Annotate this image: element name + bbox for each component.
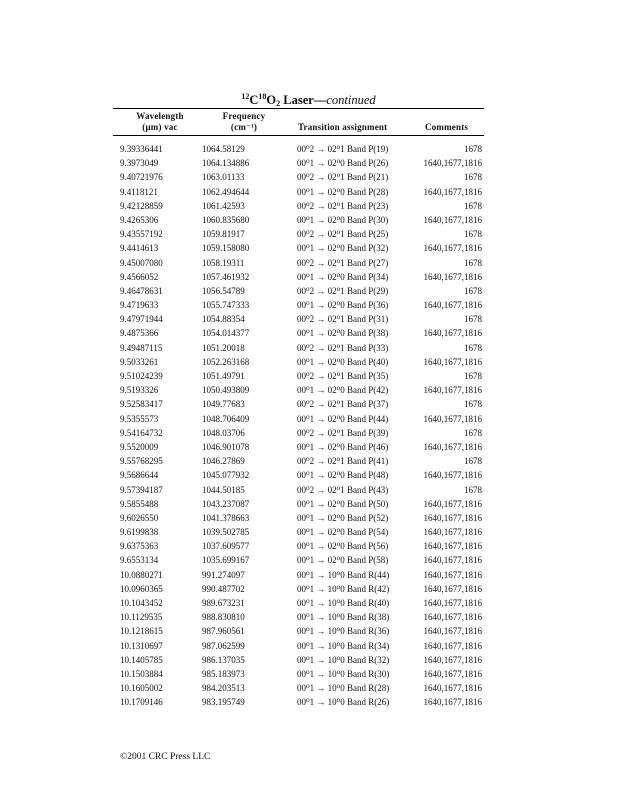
cell-wavelength: 9.4875366 bbox=[120, 328, 159, 339]
cell-frequency: 1051.20018 bbox=[202, 342, 245, 353]
cell-frequency: 1049.77683 bbox=[202, 399, 245, 410]
cell-comments: 1678 bbox=[464, 427, 482, 438]
table-row bbox=[0, 568, 617, 582]
cell-comments: 1640,1677,1816 bbox=[423, 626, 482, 637]
cell-transition: 00⁰2 → 02⁰1 Band P(25) bbox=[297, 229, 389, 240]
header-wavelength-line1: Wavelength bbox=[136, 111, 184, 121]
table-row bbox=[0, 369, 617, 383]
cell-wavelength: 9.6553134 bbox=[120, 555, 159, 566]
cell-transition: 00⁰2 → 02⁰1 Band P(35) bbox=[297, 371, 389, 381]
cell-comments: 1640,1677,1816 bbox=[423, 555, 482, 566]
table-row bbox=[0, 256, 617, 270]
cell-comments: 1640,1677,1816 bbox=[423, 583, 482, 594]
table-row bbox=[0, 170, 617, 184]
cell-transition: 00⁰2 → 02⁰1 Band P(29) bbox=[297, 285, 389, 296]
cell-frequency: 1064.58129 bbox=[202, 144, 245, 154]
cell-frequency: 1064.134886 bbox=[202, 158, 250, 169]
cell-transition: 00⁰1 → 10⁰0 Band R(42) bbox=[297, 583, 390, 594]
cell-comments: 1678 bbox=[464, 285, 482, 296]
table-row bbox=[0, 199, 617, 213]
table-row bbox=[0, 511, 617, 525]
table-row bbox=[0, 298, 617, 312]
header-frequency-line2: (cm⁻¹) bbox=[230, 122, 258, 132]
cell-transition: 00⁰1 → 02⁰0 Band P(44) bbox=[297, 413, 389, 424]
top-rule bbox=[113, 108, 484, 109]
cell-frequency: 1045.077932 bbox=[202, 470, 250, 481]
table-row bbox=[0, 227, 617, 241]
table-row bbox=[0, 483, 617, 497]
cell-wavelength: 9.40721976 bbox=[120, 172, 163, 183]
cell-wavelength: 9.4265306 bbox=[120, 214, 159, 225]
cell-wavelength: 10.1129535 bbox=[120, 612, 163, 623]
cell-wavelength: 9.6375363 bbox=[120, 541, 159, 552]
cell-frequency: 1056.54789 bbox=[202, 285, 245, 296]
cell-transition: 00⁰1 → 10⁰0 Band R(32) bbox=[297, 654, 390, 665]
cell-comments: 1640,1677,1816 bbox=[423, 527, 482, 538]
cell-frequency: 988.830810 bbox=[202, 612, 245, 623]
cell-wavelength: 9.49487115 bbox=[120, 342, 163, 353]
cell-transition: 00⁰2 → 02⁰1 Band P(41) bbox=[297, 456, 389, 467]
table-row bbox=[0, 610, 617, 624]
cell-frequency: 1060.835680 bbox=[202, 214, 250, 225]
cell-frequency: 990.487702 bbox=[202, 583, 245, 594]
cell-comments: 1678 bbox=[464, 229, 482, 240]
title-element-o: O bbox=[266, 93, 277, 107]
cell-transition: 00⁰1 → 10⁰0 Band R(28) bbox=[297, 683, 390, 694]
cell-frequency: 1054.014377 bbox=[202, 328, 250, 339]
cell-transition: 00⁰1 → 02⁰0 Band P(26) bbox=[297, 158, 389, 169]
cell-wavelength: 9.4566052 bbox=[120, 271, 159, 282]
cell-transition: 00⁰2 → 02⁰1 Band P(33) bbox=[297, 342, 389, 353]
cell-transition: 00⁰1 → 02⁰0 Band P(48) bbox=[297, 470, 389, 481]
cell-frequency: 1062.494644 bbox=[202, 186, 250, 197]
cell-wavelength: 9.5033261 bbox=[120, 356, 159, 367]
cell-frequency: 986.137035 bbox=[202, 654, 245, 665]
cell-transition: 00⁰1 → 10⁰0 Band R(44) bbox=[297, 569, 390, 580]
cell-frequency: 987.062599 bbox=[202, 640, 245, 651]
cell-comments: 1678 bbox=[464, 484, 482, 495]
table-row bbox=[0, 454, 617, 468]
cell-transition: 00⁰2 → 02⁰1 Band P(31) bbox=[297, 314, 389, 325]
cell-frequency: 1061.42593 bbox=[202, 200, 245, 211]
title-subscript: 2 bbox=[276, 99, 281, 108]
cell-frequency: 1043.237087 bbox=[202, 498, 250, 509]
cell-frequency: 1052.263168 bbox=[202, 356, 250, 367]
cell-transition: 00⁰2 → 02⁰1 Band P(19) bbox=[297, 144, 389, 154]
cell-comments: 1640,1677,1816 bbox=[423, 569, 482, 580]
cell-wavelength: 9.43557192 bbox=[120, 229, 163, 240]
cell-comments: 1640,1677,1816 bbox=[423, 498, 482, 509]
table-row bbox=[0, 639, 617, 653]
cell-wavelength: 10.1043452 bbox=[120, 598, 163, 608]
table-body bbox=[0, 142, 617, 710]
cell-transition: 00⁰1 → 02⁰0 Band P(36) bbox=[297, 300, 389, 311]
cell-wavelength: 9.5686644 bbox=[120, 470, 159, 481]
table-row bbox=[0, 440, 617, 454]
table-row bbox=[0, 582, 617, 596]
cell-comments: 1678 bbox=[464, 456, 482, 467]
cell-wavelength: 9.54164732 bbox=[120, 427, 163, 438]
cell-wavelength: 9.45007080 bbox=[120, 257, 163, 268]
cell-comments: 1640,1677,1816 bbox=[423, 598, 482, 608]
cell-comments: 1640,1677,1816 bbox=[423, 654, 482, 665]
cell-transition: 00⁰1 → 10⁰0 Band R(34) bbox=[297, 640, 390, 651]
cell-transition: 00⁰1 → 02⁰0 Band P(28) bbox=[297, 186, 389, 197]
table-row bbox=[0, 383, 617, 397]
cell-transition: 00⁰1 → 02⁰0 Band P(50) bbox=[297, 498, 389, 509]
table-title bbox=[0, 92, 617, 108]
cell-comments: 1640,1677,1816 bbox=[423, 243, 482, 254]
cell-comments: 1640,1677,1816 bbox=[423, 271, 482, 282]
table-row bbox=[0, 270, 617, 284]
header-frequency bbox=[213, 111, 275, 133]
cell-wavelength: 9.55768295 bbox=[120, 456, 163, 467]
table-row bbox=[0, 624, 617, 638]
cell-comments: 1640,1677,1816 bbox=[423, 612, 482, 623]
cell-transition: 00⁰2 → 02⁰1 Band P(39) bbox=[297, 427, 389, 438]
cell-transition: 00⁰1 → 02⁰0 Band P(38) bbox=[297, 328, 389, 339]
cell-comments: 1640,1677,1816 bbox=[423, 214, 482, 225]
cell-wavelength: 10.1218615 bbox=[120, 626, 163, 637]
table-row bbox=[0, 412, 617, 426]
cell-comments: 1678 bbox=[464, 200, 482, 211]
table-row bbox=[0, 539, 617, 553]
cell-transition: 00⁰1 → 02⁰0 Band P(58) bbox=[297, 555, 389, 566]
cell-wavelength: 10.1709146 bbox=[120, 697, 163, 708]
cell-comments: 1640,1677,1816 bbox=[423, 356, 482, 367]
cell-frequency: 1041.378663 bbox=[202, 512, 250, 523]
cell-transition: 00⁰1 → 02⁰0 Band P(42) bbox=[297, 385, 389, 396]
cell-wavelength: 10.0880271 bbox=[120, 569, 163, 580]
cell-comments: 1640,1677,1816 bbox=[423, 186, 482, 197]
cell-wavelength: 9.42128859 bbox=[120, 200, 163, 211]
cell-wavelength: 9.39336441 bbox=[120, 144, 163, 154]
cell-comments: 1640,1677,1816 bbox=[423, 413, 482, 424]
cell-transition: 00⁰2 → 02⁰1 Band P(43) bbox=[297, 484, 389, 495]
cell-comments: 1678 bbox=[464, 144, 482, 154]
cell-frequency: 1044.50185 bbox=[202, 484, 245, 495]
header-transition: Transition assignment bbox=[298, 122, 388, 132]
cell-frequency: 1037.609577 bbox=[202, 541, 250, 552]
cell-frequency: 1055.747333 bbox=[202, 300, 250, 311]
cell-frequency: 1035.699167 bbox=[202, 555, 250, 566]
cell-wavelength: 9.5193326 bbox=[120, 385, 159, 396]
cell-wavelength: 9.3973049 bbox=[120, 158, 159, 169]
table-row bbox=[0, 681, 617, 695]
title-isotope-c: 12 bbox=[241, 92, 250, 101]
header-wavelength bbox=[125, 111, 195, 133]
cell-frequency: 1046.901078 bbox=[202, 441, 250, 452]
cell-transition: 00⁰1 → 02⁰0 Band P(52) bbox=[297, 512, 389, 523]
cell-comments: 1640,1677,1816 bbox=[423, 470, 482, 481]
cell-transition: 00⁰2 → 02⁰1 Band P(27) bbox=[297, 257, 389, 268]
cell-frequency: 983.195749 bbox=[202, 697, 245, 708]
table-row bbox=[0, 667, 617, 681]
table-row bbox=[0, 525, 617, 539]
cell-transition: 00⁰1 → 10⁰0 Band R(26) bbox=[297, 697, 390, 708]
cell-frequency: 989.673231 bbox=[202, 598, 245, 608]
title-continued: continued bbox=[326, 93, 376, 107]
cell-frequency: 985.183973 bbox=[202, 668, 245, 679]
cell-frequency: 1051.49791 bbox=[202, 371, 245, 381]
table-row bbox=[0, 142, 617, 156]
table-row bbox=[0, 185, 617, 199]
cell-wavelength: 9.6026550 bbox=[120, 512, 159, 523]
cell-wavelength: 9.47971944 bbox=[120, 314, 163, 325]
cell-comments: 1678 bbox=[464, 314, 482, 325]
cell-wavelength: 9.51024239 bbox=[120, 371, 163, 381]
cell-transition: 00⁰1 → 02⁰0 Band P(32) bbox=[297, 243, 389, 254]
cell-transition: 00⁰1 → 02⁰0 Band P(34) bbox=[297, 271, 389, 282]
cell-transition: 00⁰1 → 02⁰0 Band P(56) bbox=[297, 541, 389, 552]
table-row bbox=[0, 695, 617, 709]
cell-comments: 1678 bbox=[464, 342, 482, 353]
table-row bbox=[0, 596, 617, 610]
table-row bbox=[0, 341, 617, 355]
cell-wavelength: 10.0960365 bbox=[120, 583, 163, 594]
cell-comments: 1640,1677,1816 bbox=[423, 512, 482, 523]
table-row bbox=[0, 326, 617, 340]
table-row bbox=[0, 241, 617, 255]
cell-comments: 1678 bbox=[464, 257, 482, 268]
header-frequency-line1: Frequency bbox=[222, 111, 266, 121]
cell-wavelength: 9.46478631 bbox=[120, 285, 163, 296]
cell-transition: 00⁰2 → 02⁰1 Band P(37) bbox=[297, 399, 389, 410]
table-row bbox=[0, 397, 617, 411]
cell-comments: 1678 bbox=[464, 172, 482, 183]
cell-comments: 1640,1677,1816 bbox=[423, 441, 482, 452]
cell-comments: 1640,1677,1816 bbox=[423, 158, 482, 169]
cell-frequency: 987.960561 bbox=[202, 626, 245, 637]
table-row bbox=[0, 653, 617, 667]
copyright-footer: ©2001 CRC Press LLC bbox=[120, 752, 211, 762]
cell-wavelength: 9.6199838 bbox=[120, 527, 159, 538]
table-row bbox=[0, 497, 617, 511]
table-row bbox=[0, 156, 617, 170]
cell-transition: 00⁰1 → 02⁰0 Band P(46) bbox=[297, 441, 389, 452]
table-row bbox=[0, 468, 617, 482]
cell-wavelength: 9.57394187 bbox=[120, 484, 163, 495]
cell-wavelength: 9.4118121 bbox=[120, 186, 158, 197]
cell-comments: 1640,1677,1816 bbox=[423, 328, 482, 339]
cell-comments: 1640,1677,1816 bbox=[423, 640, 482, 651]
cell-comments: 1640,1677,1816 bbox=[423, 668, 482, 679]
cell-comments: 1640,1677,1816 bbox=[423, 300, 482, 311]
title-isotope-o: 18 bbox=[258, 92, 267, 101]
cell-transition: 00⁰1 → 10⁰0 Band R(40) bbox=[297, 598, 390, 608]
cell-wavelength: 10.1503884 bbox=[120, 668, 163, 679]
title-word: Laser— bbox=[280, 93, 327, 107]
cell-transition: 00⁰2 → 02⁰1 Band P(23) bbox=[297, 200, 389, 211]
cell-frequency: 1054.88354 bbox=[202, 314, 245, 325]
table-row bbox=[0, 553, 617, 567]
cell-comments: 1640,1677,1816 bbox=[423, 541, 482, 552]
cell-frequency: 1039.502785 bbox=[202, 527, 250, 538]
table-row bbox=[0, 355, 617, 369]
cell-comments: 1640,1677,1816 bbox=[423, 697, 482, 708]
cell-transition: 00⁰1 → 02⁰0 Band P(30) bbox=[297, 214, 389, 225]
cell-transition: 00⁰1 → 10⁰0 Band R(38) bbox=[297, 612, 390, 623]
header-rule bbox=[113, 135, 484, 136]
cell-transition: 00⁰1 → 10⁰0 Band R(36) bbox=[297, 626, 390, 637]
cell-frequency: 1046.27869 bbox=[202, 456, 245, 467]
cell-frequency: 1050.493809 bbox=[202, 385, 250, 396]
header-wavelength-line2: (μm) vac bbox=[142, 122, 178, 132]
cell-wavelength: 9.4414613 bbox=[120, 243, 159, 254]
cell-comments: 1678 bbox=[464, 371, 482, 381]
title-element-c: C bbox=[249, 93, 259, 107]
cell-wavelength: 9.4719633 bbox=[120, 300, 159, 311]
header-comments: Comments bbox=[425, 122, 469, 132]
cell-transition: 00⁰1 → 02⁰0 Band P(54) bbox=[297, 527, 389, 538]
cell-frequency: 1059.81917 bbox=[202, 229, 245, 240]
cell-frequency: 984.203513 bbox=[202, 683, 245, 694]
cell-frequency: 1063.01133 bbox=[202, 172, 245, 183]
cell-transition: 00⁰1 → 02⁰0 Band P(40) bbox=[297, 356, 389, 367]
cell-frequency: 1057.461932 bbox=[202, 271, 250, 282]
cell-transition: 00⁰1 → 10⁰0 Band R(30) bbox=[297, 668, 390, 679]
cell-frequency: 1059.158080 bbox=[202, 243, 250, 254]
cell-comments: 1640,1677,1816 bbox=[423, 385, 482, 396]
cell-frequency: 1058.19311 bbox=[202, 257, 245, 268]
cell-frequency: 1048.706409 bbox=[202, 413, 250, 424]
cell-transition: 00⁰2 → 02⁰1 Band P(21) bbox=[297, 172, 389, 183]
cell-frequency: 1048.03706 bbox=[202, 427, 245, 438]
cell-wavelength: 9.5355573 bbox=[120, 413, 159, 424]
table-row bbox=[0, 426, 617, 440]
cell-wavelength: 9.5855488 bbox=[120, 498, 159, 509]
table-row bbox=[0, 284, 617, 298]
table-row bbox=[0, 213, 617, 227]
cell-wavelength: 10.1605002 bbox=[120, 683, 163, 694]
cell-wavelength: 10.1405785 bbox=[120, 654, 163, 665]
cell-wavelength: 9.5520009 bbox=[120, 441, 159, 452]
cell-comments: 1678 bbox=[464, 399, 482, 410]
table-row bbox=[0, 312, 617, 326]
cell-wavelength: 10.1310697 bbox=[120, 640, 163, 651]
cell-frequency: 991.274097 bbox=[202, 569, 245, 580]
cell-comments: 1640,1677,1816 bbox=[423, 683, 482, 694]
cell-wavelength: 9.52583417 bbox=[120, 399, 163, 410]
